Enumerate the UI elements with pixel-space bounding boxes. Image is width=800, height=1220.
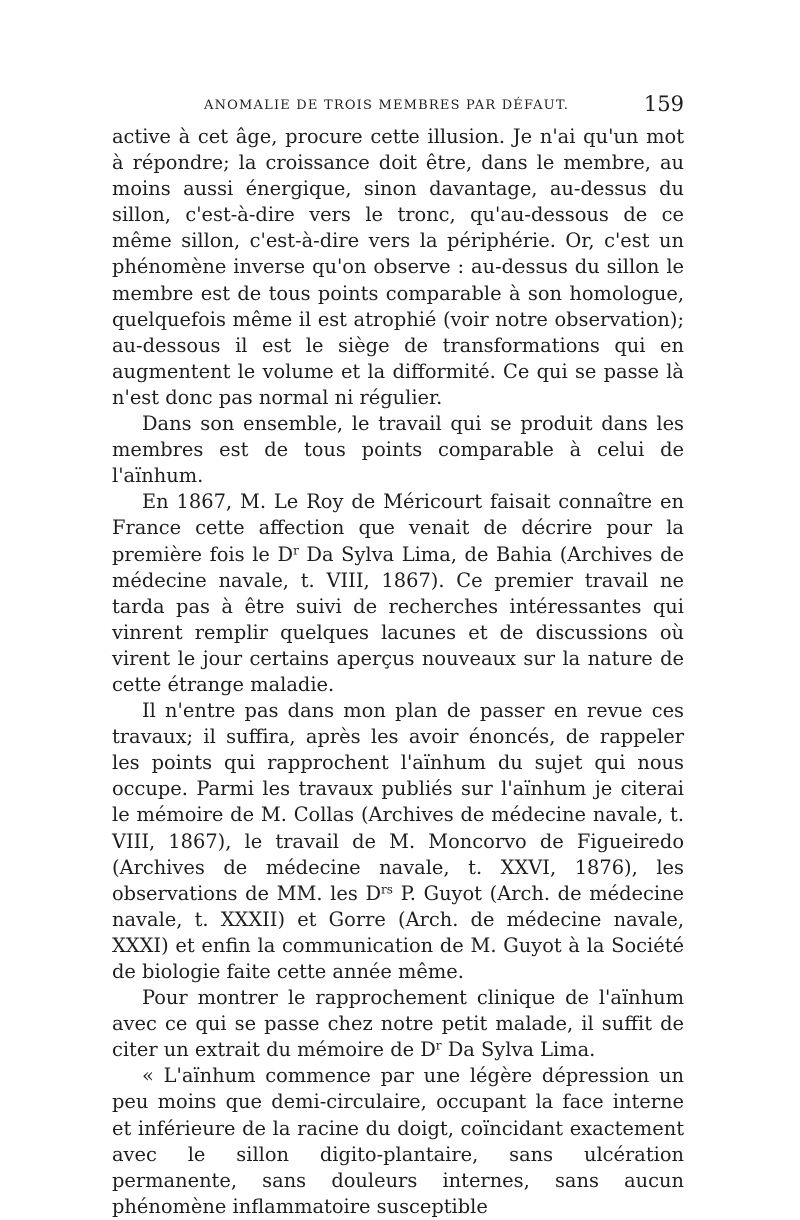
paragraph-text: active à cet âge, procure cette illusion. Je n'ai qu'un mot à répondre; la croissance doit être, dans le membre, au moins aussi énergique, sinon davantage, au-dessus du sillon, c'est-à-dire vers le tronc, qu'au-dessous de ce même sillon, c'est-à-dire vers la périphérie. Or, c'est un phénomène inverse qu'on observe : au-dessus du sillon le membre est de tous points comparable à son homologue, quelquefois même il est atrophié (voir notre observation); au-dessous il est le siège de transformations qui en augmentent le volume et la difformité. Ce qui se passe là n'est donc pas normal ni régulier.: [112, 125, 684, 409]
paragraph-text: Da Sylva Lima.: [441, 1038, 596, 1062]
title-abbrev-superscript: r: [293, 542, 299, 557]
paragraph-ainhum-comparison: [112, 411, 684, 489]
paragraph-text: « L'aïnhum commence par une légère dépression un peu moins que demi-circulaire, occupant la face interne et inférieure de la racine du doigt, coïncidant exactement avec le sillon digito-plantaire, sans ulcération permanente, sans douleurs internes, sans aucun phénomène inflammatoire susceptible: [112, 1064, 684, 1218]
paragraph-continuation: [112, 124, 684, 411]
paragraph-quotation: [112, 1063, 684, 1220]
paragraph-text: Da Sylva Lima, de Bahia (Archives de médecine navale, t. VIII, 1867). Ce premier travail ne tarda pas à être suivi de recherches intéressantes qui vinrent remplir quelques lacunes et de discussions où virent le jour certains aperçus nouveaux sur la nature de cette étrange maladie.: [112, 542, 684, 696]
running-head: [112, 92, 684, 122]
paragraph-text: P. Guyot (Arch. de médecine navale, t. XXXII) et Gorre (Arch. de médecine navale, XXXI) et enfin la communication de M. Guyot à la Société de biologie faite cette année même.: [112, 881, 684, 983]
title-abbrev-superscript: r: [435, 1038, 442, 1053]
paragraph-text: En 1867, M. Le Roy de Méricourt faisait connaître en France cette affection que venait de décrire pour la première fois le D: [112, 490, 684, 566]
body-text: [112, 124, 684, 1220]
paragraph-text: Dans son ensemble, le travail qui se produit dans les membres est de tous points comparable à celui de l'aïnhum.: [112, 412, 684, 488]
title-abbrev-superscript: rs: [381, 882, 393, 897]
paragraph-text: Pour montrer le rapprochement clinique de l'aïnhum avec ce qui se passe chez notre petit malade, il suffit de citer un extrait du mémoire de D: [112, 986, 684, 1062]
paragraph-clinical-comparison: [112, 985, 684, 1063]
page-number: 159: [643, 92, 684, 116]
paragraph-works-review: [112, 698, 684, 985]
paragraph-text: Il n'entre pas dans mon plan de passer en revue ces travaux; il suffira, après les avoir énoncés, de rappeler les points qui rapprochent l'aïnhum du sujet qui nous occupe. Parmi les travaux publiés sur l'aïnhum je citerai le mémoire de M. Collas (Archives de médecine navale, t. VIII, 1867), le travail de M. Moncorvo de Figueiredo (Archives de médecine navale, t. XXVI, 1876), les observations de MM. les D: [112, 699, 684, 905]
paragraph-history-1867: [112, 489, 684, 698]
running-title: ANOMALIE DE TROIS MEMBRES PAR DÉFAUT.: [204, 98, 570, 113]
